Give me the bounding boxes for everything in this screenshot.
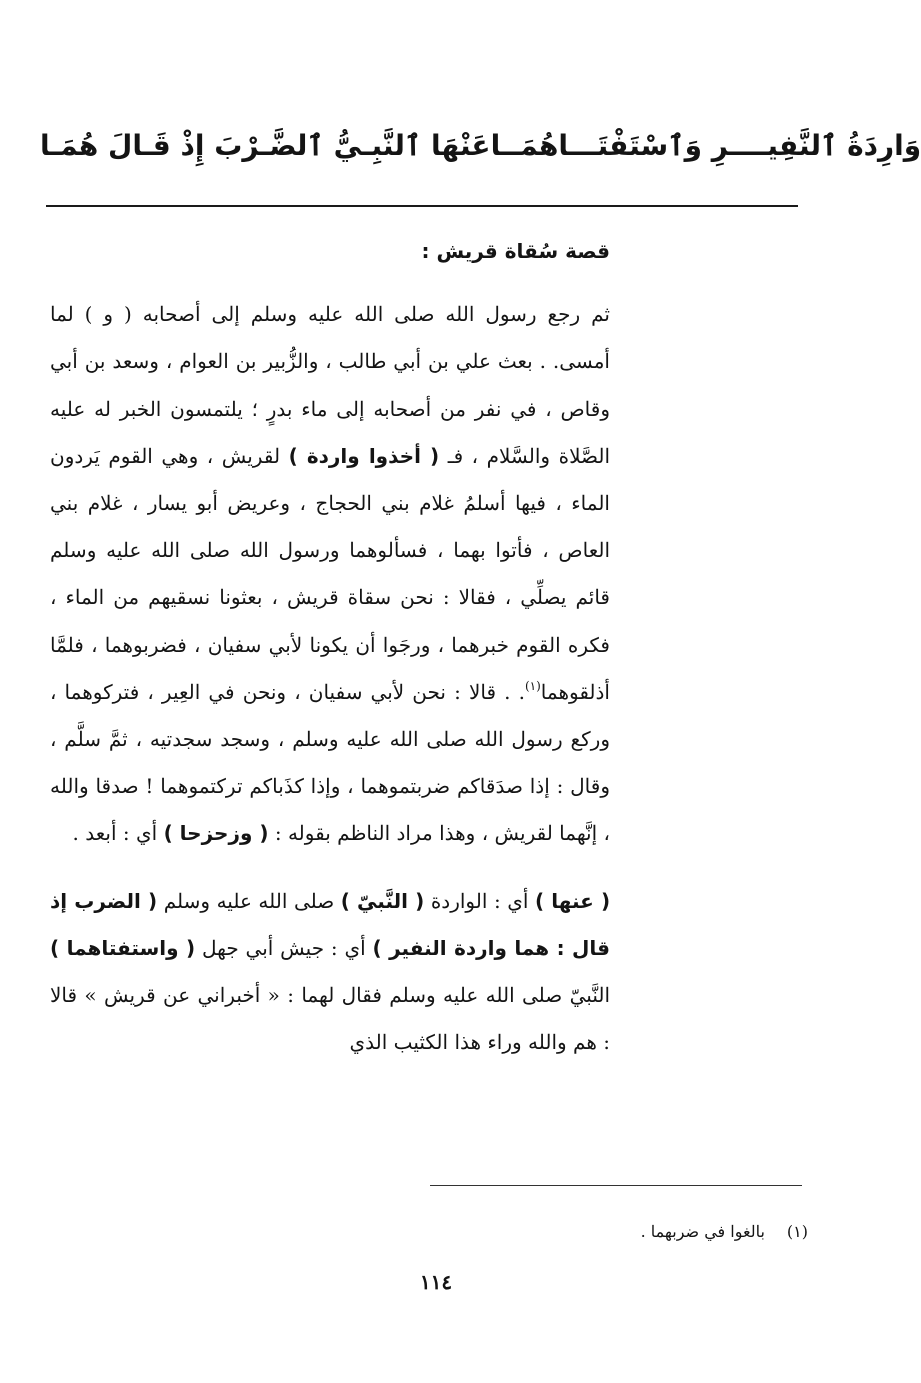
paragraph-text: أي : أبعد .: [72, 821, 158, 846]
paragraph-text: لقريش ، وهي القوم يَردون الماء ، فيها أسلمُ غلام بني الحجاج ، وعريض أبو يسار ، غلام بني العاص ، فأتوا بهما ، فسألوهما ورسول الله صلى الله عليه وسلم قائم يصلِّي ، فقالا : نحن سقاة قريش ، بعثونا نسقيهم من الماء ، فكره القوم خبرهما ، ورجَوا أن يكونا لأبي سفيان ، فضربوهما ، فلمَّا أذلقوهما: [50, 443, 610, 704]
verse-hemistich-left: وَارِدَةُ ٱلنَّفِيــــرِ وَٱسْتَفْتَـــاهُمَــا: [490, 129, 921, 162]
quoted-term: ( واستفتاهما ): [50, 935, 196, 960]
footnote-reference: (١): [524, 678, 541, 693]
quoted-term: ( النَّبيّ ): [340, 888, 425, 913]
section-title: قصة سُقاة قريش :: [421, 239, 610, 263]
footnote-number: (١): [786, 1222, 808, 1241]
quoted-term: ( الضرب إذ قال : هما واردة النفير ): [50, 888, 611, 960]
commentary-body: [50, 228, 610, 1066]
paragraph-text: ثم رجع رسول الله صلى الله عليه وسلم إلى أصحابه ( و ) لما أمسى. . بعث علي بن أبي طالب ، والزُّبير بن العوام ، وسعد بن أبي وقاص ، في نفر من أصحابه إلى ماء بدرٍ ؛ يلتمسون الخبر له عليه الصَّلاة والسَّلام ، فـ: [50, 302, 610, 468]
footnote: [420, 1218, 808, 1246]
paragraph-text: أي : الواردة: [430, 888, 529, 913]
header-divider: [46, 205, 798, 207]
paragraph-explanation: [50, 878, 610, 1067]
quoted-term: ( وزحزحا ): [163, 821, 269, 846]
paragraph-text: أي : جيش أبي جهل: [201, 935, 366, 960]
paragraph-text: صلى الله عليه وسلم: [163, 888, 335, 913]
verse-header: [40, 118, 921, 174]
quoted-term: ( عنها ): [534, 888, 611, 913]
paragraph-text: . . قالا : نحن لأبي سفيان ، ونحن في العِير ، فتركوهما ، وركع رسول الله صلى الله عليه وسلم ، وسجد سجدتيه ، ثمَّ سلَّم ، وقال : إذا صدَقاكم ضربتموهما ، وإذا كذَباكم تركتموهما ! صدقا والله ، إنَّهما لقريش ، وهذا مراد الناظم بقوله :: [50, 679, 610, 846]
paragraph-story: [50, 291, 610, 857]
paragraph-text: النَّبيّ صلى الله عليه وسلم فقال لهما : « أخبراني عن قريش » قالا : هم والله وراء هذا الكثيب الذي: [50, 983, 610, 1055]
verse-hemistich-right: عَنْهَا ٱلنَّبِـيُّ ٱلضَّـرْبَ إِذْ قَـالَ هُمَـا: [40, 129, 491, 162]
page-number: ١١٤: [419, 1270, 453, 1294]
footnote-text: بالغوا في ضربهما .: [640, 1222, 765, 1241]
quoted-term: ( أخذوا واردة ): [288, 443, 440, 468]
footnote-divider: [430, 1185, 802, 1186]
